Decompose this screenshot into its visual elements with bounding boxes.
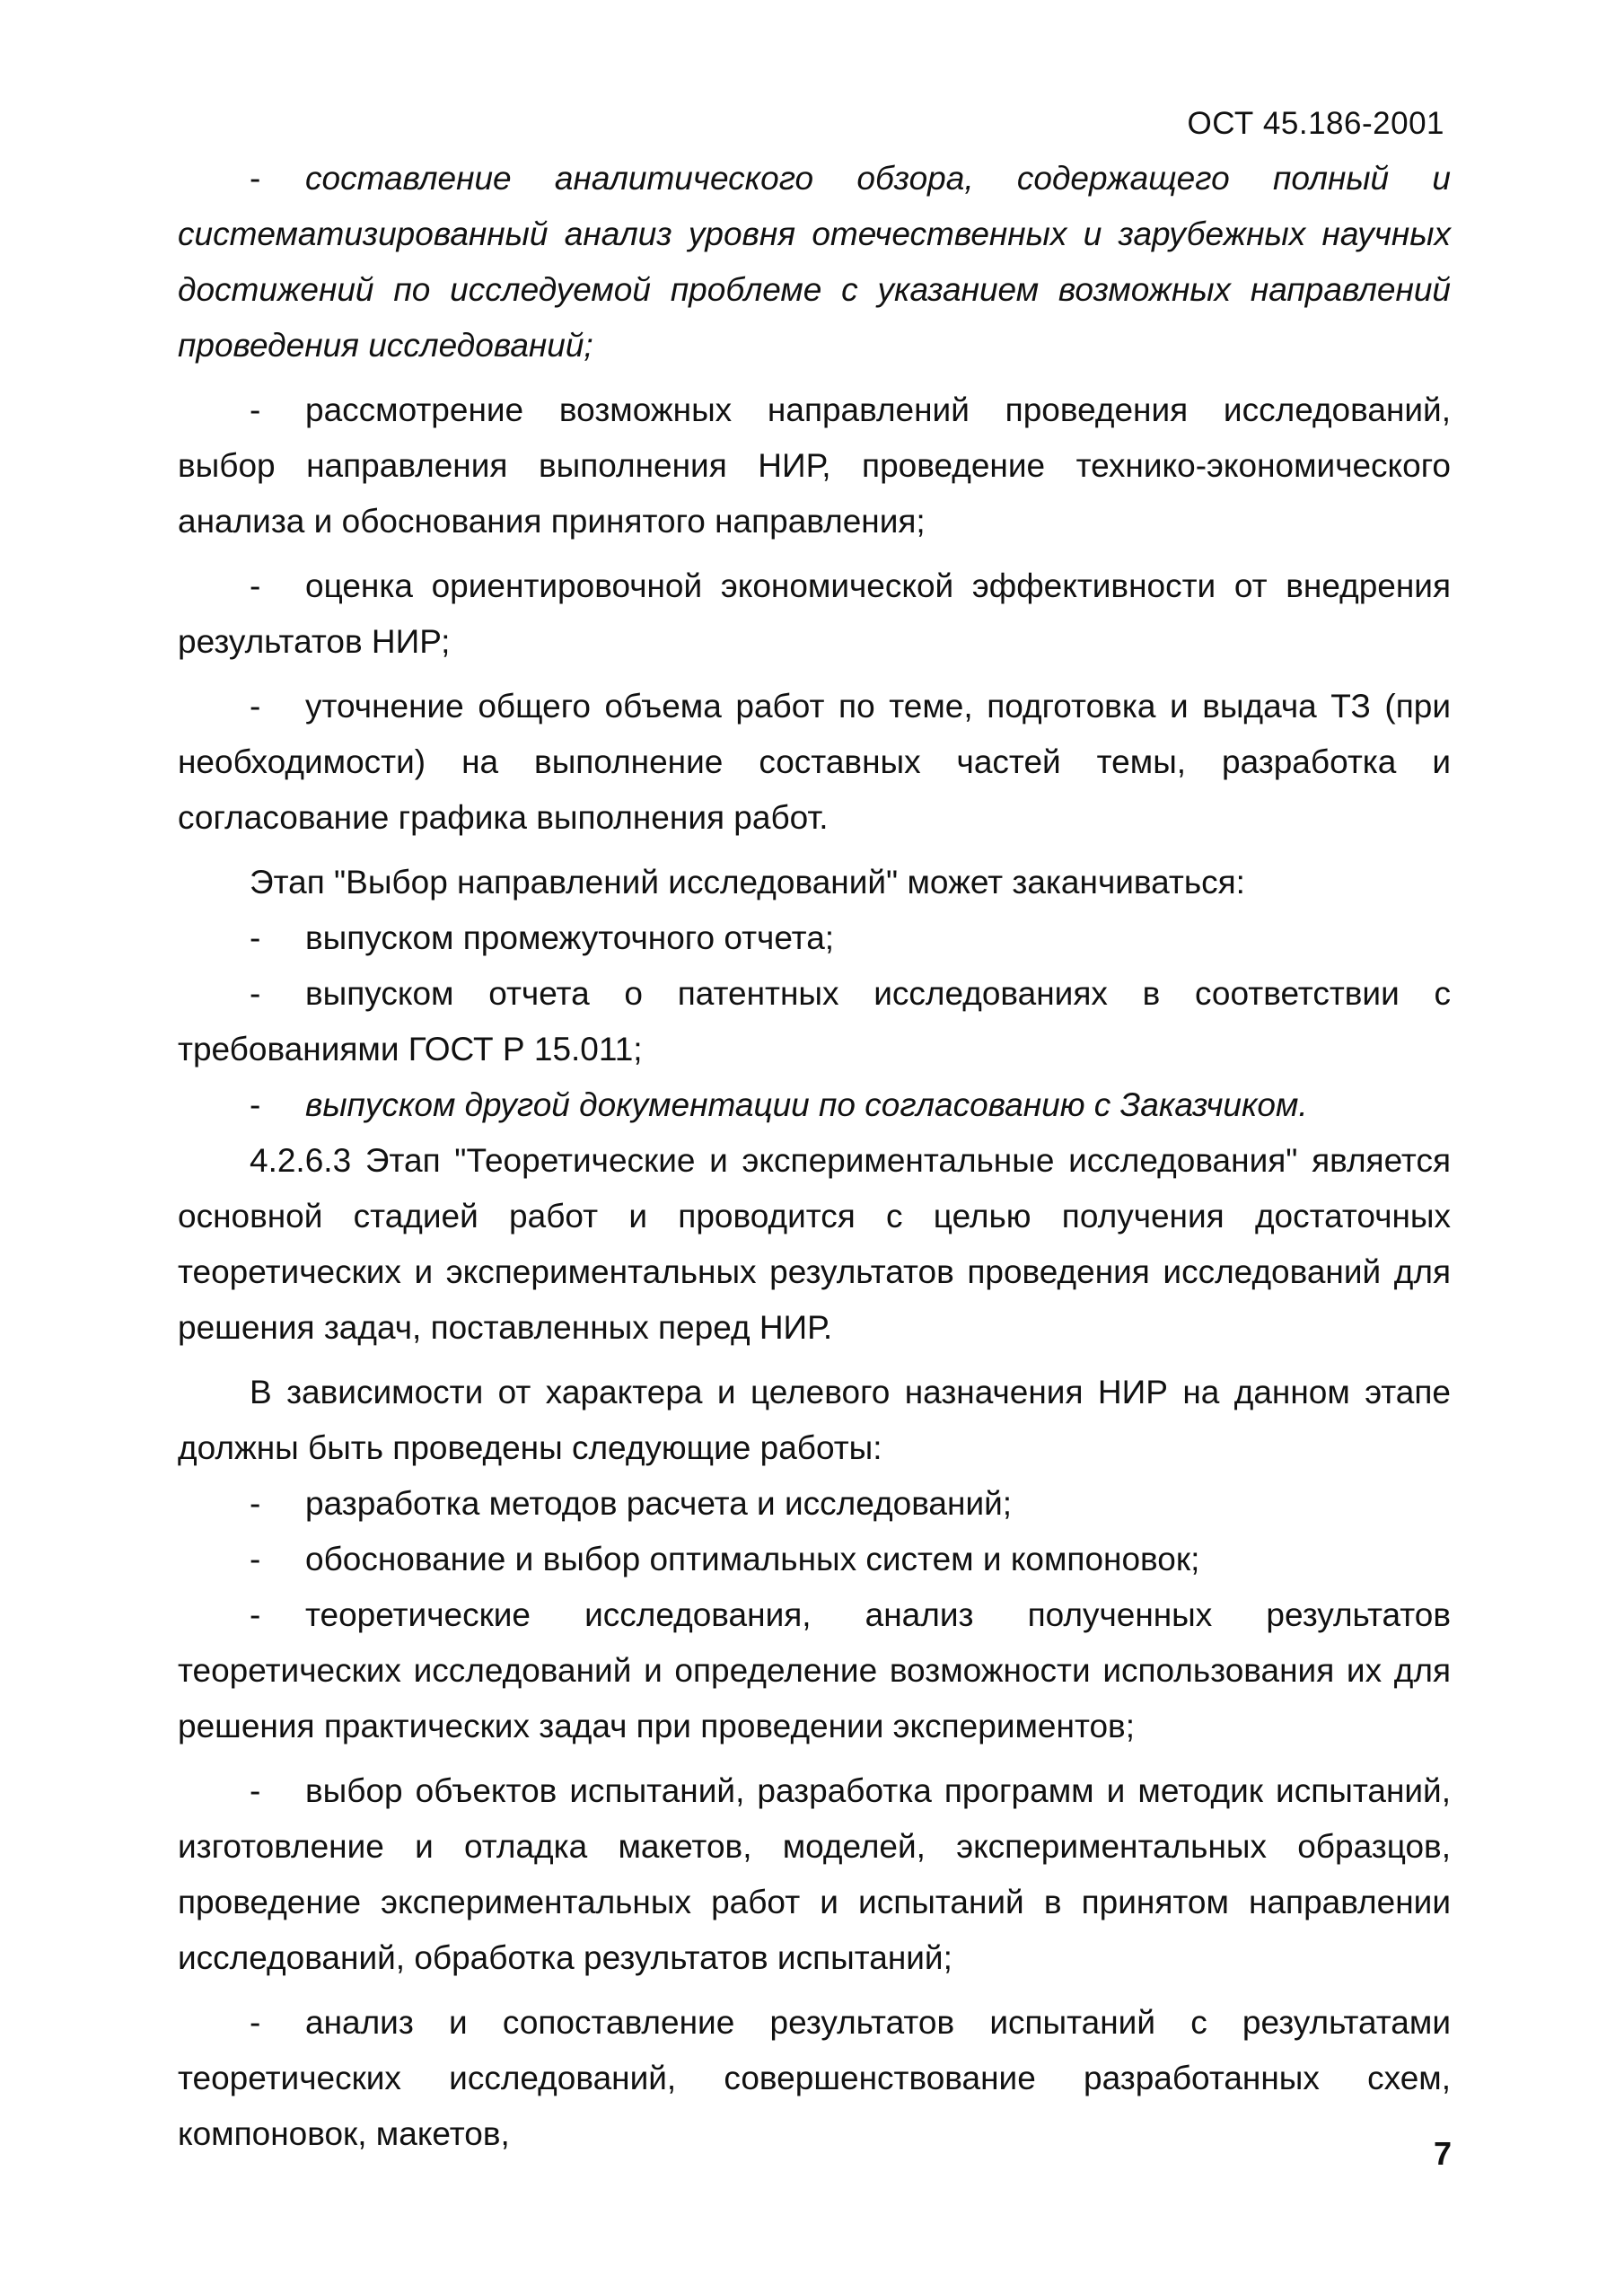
list-dash: -: [250, 1485, 261, 1522]
list-dash: -: [250, 2004, 261, 2041]
list-dash: -: [250, 688, 261, 725]
list-item-text: выпуском другой документации по согласованию с Заказчиком.: [305, 1086, 1308, 1123]
standard-code-header: ОСТ 45.186-2001: [1187, 106, 1444, 141]
paragraph: В зависимости от характера и целевого назначения НИР на данном этапе должны быть проведены следующие работы:: [178, 1374, 1451, 1466]
list-dash: -: [250, 1541, 261, 1577]
list-item: [178, 1763, 1451, 1986]
list-item-text: разработка методов расчета и исследований;: [305, 1485, 1013, 1522]
list-dash: -: [250, 1772, 261, 1809]
list-item-text: выпуском промежуточного отчета;: [305, 919, 835, 956]
list-dash: -: [250, 919, 261, 956]
list-dash: -: [250, 975, 261, 1012]
list-item: [178, 1532, 1451, 1587]
list-dash: -: [250, 1086, 261, 1123]
page-number: 7: [1433, 2135, 1452, 2172]
list-dash: -: [250, 1596, 261, 1633]
list-item-text: выбор объектов испытаний, разработка программ и методик испытаний, изготовление и отладка макетов, моделей, экспериментальных образцов, проведение экспериментальных работ и испытаний в принятом направлении исследований, обработка результатов испытаний;: [178, 1772, 1451, 1976]
list-dash: -: [250, 160, 261, 197]
list-item: [178, 1587, 1451, 1754]
list-item-text: анализ и сопоставление результатов испытаний с результатами теоретических исследований, совершенствование разработанных схем, компоновок, макетов,: [178, 2004, 1451, 2152]
list-dash: -: [250, 567, 261, 604]
list-item-text: составление аналитического обзора, содержащего полный и систематизированный анализ уровня отечественных и зарубежных научных достижений по исследуемой проблеме с указанием возможных направлений проведения исследований;: [178, 160, 1451, 364]
list-item: [178, 1995, 1451, 2162]
list-item-text: рассмотрение возможных направлений проведения исследований, выбор направления выполнения НИР, проведение технико-экономического анализа и обоснования принятого направления;: [178, 391, 1451, 540]
list-item-text: обоснование и выбор оптимальных систем и компоновок;: [305, 1541, 1200, 1577]
body-text: [178, 151, 1451, 2162]
list-item-text: теоретические исследования, анализ полученных результатов теоретических исследований и определение возможности использования их для решения практических задач при проведении экспериментов;: [178, 1596, 1451, 1744]
list-item: [178, 679, 1451, 846]
list-item-text: оценка ориентировочной экономической эффективности от внедрения результатов НИР;: [178, 567, 1451, 660]
paragraph: Этап "Выбор направлений исследований" может заканчиваться:: [250, 864, 1245, 901]
list-item-text: выпуском отчета о патентных исследованиях в соответствии с требованиями ГОСТ Р 15.011;: [178, 975, 1451, 1068]
list-item: [178, 151, 1451, 373]
list-item: [178, 1077, 1451, 1133]
list-item-text: уточнение общего объема работ по теме, подготовка и выдача ТЗ (при необходимости) на выполнение составных частей темы, разработка и согласование графика выполнения работ.: [178, 688, 1451, 836]
section-paragraph: 4.2.6.3 Этап "Теоретические и экспериментальные исследования" является основной стадией работ и проводится с целью получения достаточных теоретических и экспериментальных результатов проведения исследований для решения задач, поставленных перед НИР.: [178, 1142, 1451, 1346]
list-dash: -: [250, 391, 261, 428]
list-item: [178, 382, 1451, 549]
list-item: [178, 558, 1451, 670]
list-item: [178, 1476, 1451, 1532]
list-item: [178, 966, 1451, 1077]
list-item: [178, 910, 1451, 966]
